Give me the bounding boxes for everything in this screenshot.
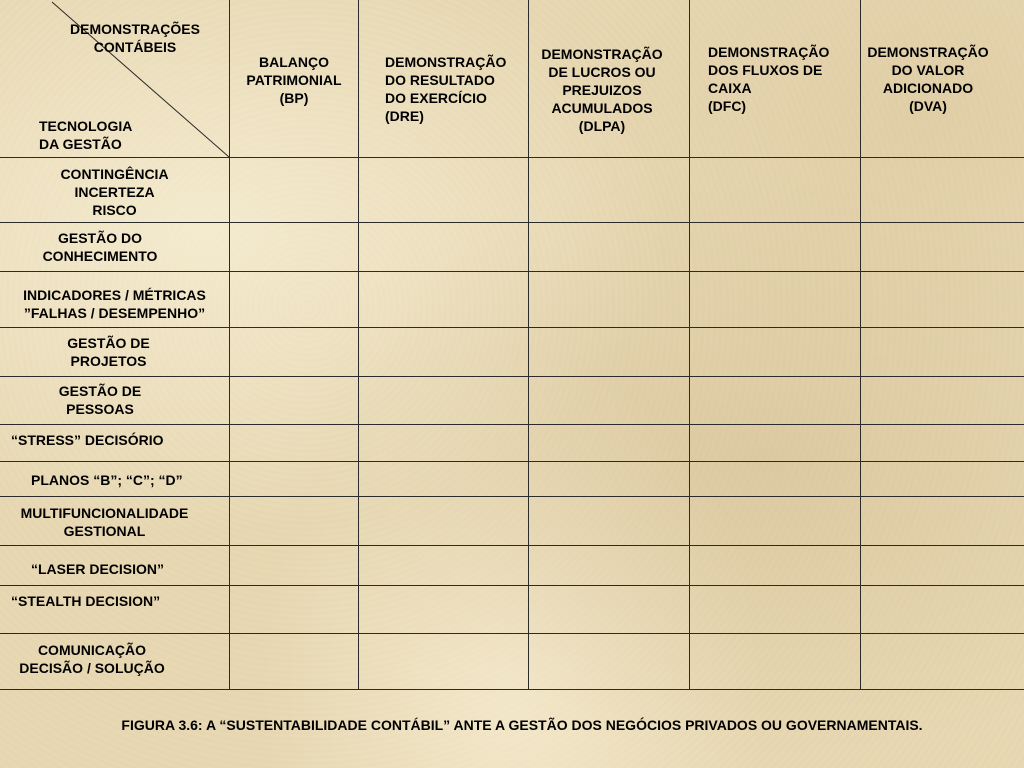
grid-vline bbox=[860, 0, 861, 690]
grid-hline bbox=[0, 376, 1024, 377]
row-label-gestao-projetos: GESTÃO DE PROJETOS bbox=[67, 335, 150, 369]
row-label-laser: “LASER DECISION” bbox=[31, 561, 165, 577]
row-label-stress: “STRESS” DECISÓRIO bbox=[11, 432, 164, 448]
column-header-dfc: DEMONSTRAÇÃO DOS FLUXOS DE CAIXA (DFC) bbox=[708, 44, 830, 114]
row-label-multifuncionalidade: MULTIFUNCIONALIDADE GESTIONAL bbox=[20, 505, 189, 539]
figure-caption: FIGURA 3.6: A “SUSTENTABILIDADE CONTÁBIL” ANTE A GESTÃO DOS NEGÓCIOS PRIVADOS OU GOVERNAMENTAIS. bbox=[121, 717, 923, 733]
corner-top-label: DEMONSTRAÇÕES CONTÁBEIS bbox=[70, 21, 200, 55]
row-label-stealth: “STEALTH DECISION” bbox=[11, 593, 161, 609]
grid-hline bbox=[0, 461, 1024, 462]
row-label-gestao-pessoas: GESTÃO DE PESSOAS bbox=[58, 383, 142, 417]
grid-hline bbox=[0, 222, 1024, 223]
row-label-comunicacao: COMUNICAÇÃO DECISÃO / SOLUÇÃO bbox=[19, 642, 165, 676]
grid-hline bbox=[0, 545, 1024, 546]
corner-bottom-label: TECNOLOGIA DA GESTÃO bbox=[39, 118, 133, 152]
row-label-planos: PLANOS “B”; “C”; “D” bbox=[31, 472, 183, 488]
column-header-dlpa: DEMONSTRAÇÃO DE LUCROS OU PREJUIZOS ACUMULADOS (DLPA) bbox=[541, 46, 663, 134]
row-label-gestao-conhecimento: GESTÃO DO CONHECIMENTO bbox=[42, 230, 158, 264]
grid-hline bbox=[0, 424, 1024, 425]
column-header-dva: DEMONSTRAÇÃO DO VALOR ADICIONADO (DVA) bbox=[867, 44, 989, 114]
grid-hline bbox=[0, 271, 1024, 272]
column-header-dre: DEMONSTRAÇÃO DO RESULTADO DO EXERCÍCIO (DRE) bbox=[385, 54, 507, 124]
grid-hline bbox=[0, 585, 1024, 586]
row-label-contingencia: CONTINGÊNCIA INCERTEZA RISCO bbox=[60, 166, 169, 218]
grid-hline bbox=[0, 327, 1024, 328]
grid-hline bbox=[0, 633, 1024, 634]
grid-hline bbox=[0, 496, 1024, 497]
grid-vline bbox=[358, 0, 359, 690]
grid-vline bbox=[689, 0, 690, 690]
row-label-indicadores: INDICADORES / MÉTRICAS ”FALHAS / DESEMPENHO” bbox=[23, 287, 206, 321]
grid-hline bbox=[0, 689, 1024, 690]
column-header-bp: BALANÇO PATRIMONIAL (BP) bbox=[246, 54, 342, 106]
